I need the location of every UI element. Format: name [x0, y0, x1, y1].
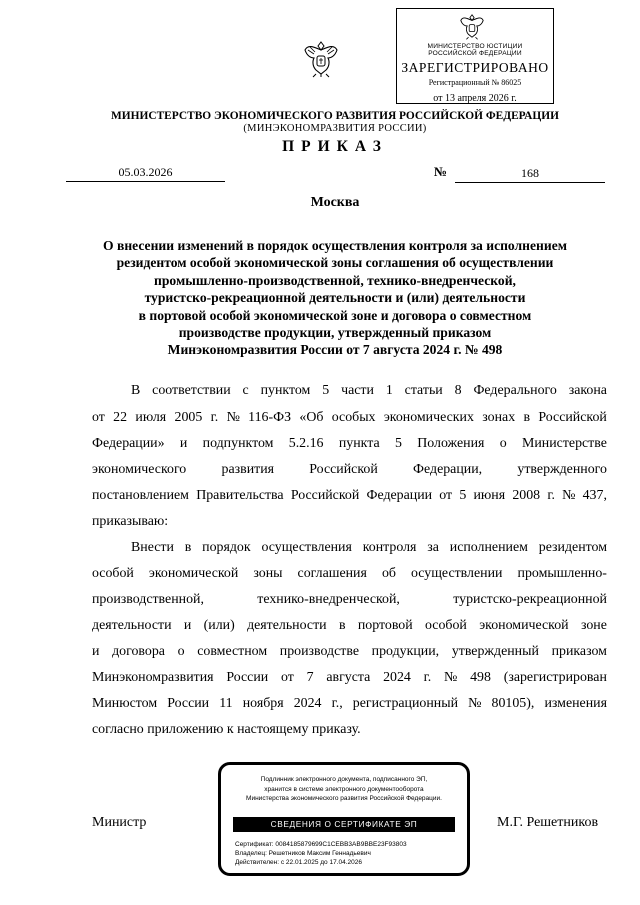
body-line: экономического развития Российской Федерации, утвержденного — [92, 462, 607, 477]
order-date: 05.03.2026 — [66, 165, 225, 182]
registration-ministry: МИНИСТЕРСТВО ЮСТИЦИИ РОССИЙСКОЙ ФЕДЕРАЦИИ — [427, 43, 523, 58]
e-signature-owner: Владелец: Решетников Максим Геннадьевич — [235, 850, 371, 857]
document-type: ПРИКАЗ — [282, 138, 388, 155]
body-line: производственной, технико-внедренческой, туристско-рекреационной — [92, 592, 607, 607]
order-number: 168 — [455, 166, 605, 183]
body-line: Внести в порядок осуществления контроля за исполнением резидентом — [131, 540, 607, 555]
body-line: В соответствии с пунктом 5 части 1 статьи 8 Федерального закона — [131, 383, 607, 398]
ministry-name: МИНИСТЕРСТВО ЭКОНОМИЧЕСКОГО РАЗВИТИЯ РОССИЙСКОЙ ФЕДЕРАЦИИ — [111, 110, 559, 122]
body-line: особой экономической зоны соглашения об осуществлении промышленно- — [92, 566, 607, 581]
electronic-signature-stamp — [218, 762, 470, 876]
document-heading — [80, 237, 590, 359]
body-line: деятельности и (или) деятельности в портовой особой экономической зоне — [92, 618, 607, 633]
heading-line: промышленно-производственной, технико-внедренческой, — [154, 272, 516, 288]
order-number-sign: № — [434, 164, 448, 179]
e-signature-header: Подлинник электронного документа, подписанного ЭП, хранится в системе электронного документооборота Министерства экономического развития Российской Федерации. — [246, 776, 442, 802]
heading-line: туристско-рекреационной деятельности и (или) деятельности — [144, 290, 526, 306]
body-line: согласно приложению к настоящему приказу. — [92, 722, 361, 737]
ministry-short-name: (МИНЭКОНОМРАЗВИТИЯ РОССИИ) — [243, 123, 427, 134]
signer-name: М.Г. Решетников — [497, 815, 599, 830]
e-signature-bar: СВЕДЕНИЯ О СЕРТИФИКАТЕ ЭП — [233, 817, 455, 832]
registration-emblem-icon — [460, 12, 484, 40]
heading-line: производстве продукции, утвержденный приказом — [178, 325, 492, 341]
signer-title: Министр — [92, 815, 147, 830]
body-line: Минэкономразвития России от 7 августа 2024 г. № 498 (зарегистрирован — [92, 670, 607, 685]
body-line: Минюстом России 11 ноября 2024 г., регистрационный № 80105), изменения — [92, 696, 607, 711]
heading-line: О внесении изменений в порядок осуществления контроля за исполнением — [103, 238, 567, 253]
registration-status: ЗАРЕГИСТРИРОВАНО — [401, 60, 549, 75]
state-emblem-icon — [304, 38, 338, 78]
body-line: от 22 июля 2005 г. № 116-ФЗ «Об особых экономических зонах в Российской — [92, 410, 607, 425]
body-line: Федерации» и подпунктом 5.2.16 пункта 5 Положения о Министерстве — [92, 436, 607, 451]
registration-stamp — [396, 8, 554, 104]
heading-line: резидентом особой экономической зоны соглашения об осуществлении — [116, 255, 554, 271]
e-signature-validity: Действителен: с 22.01.2025 до 17.04.2026 — [235, 859, 363, 866]
city: Москва — [310, 195, 360, 210]
registration-date: от 13 апреля 2026 г. — [433, 93, 517, 104]
heading-line: в портовой особой экономической зоне и договора о совместном — [138, 307, 532, 323]
e-signature-certificate: Сертификат: 0084185879699C1CEBB3AB9BBE23F93803 — [235, 841, 407, 848]
body-line: и договора о совместном производстве продукции, утвержденный приказом — [92, 644, 607, 659]
body-line: постановлением Правительства Российской Федерации от 5 июня 2008 г. № 437, — [92, 488, 607, 503]
heading-line: Минэкономразвития России от 7 августа 2024 г. № 498 — [167, 342, 503, 358]
body-line: приказываю: — [92, 514, 169, 529]
registration-number: Регистрационный № 86025 — [428, 78, 522, 87]
